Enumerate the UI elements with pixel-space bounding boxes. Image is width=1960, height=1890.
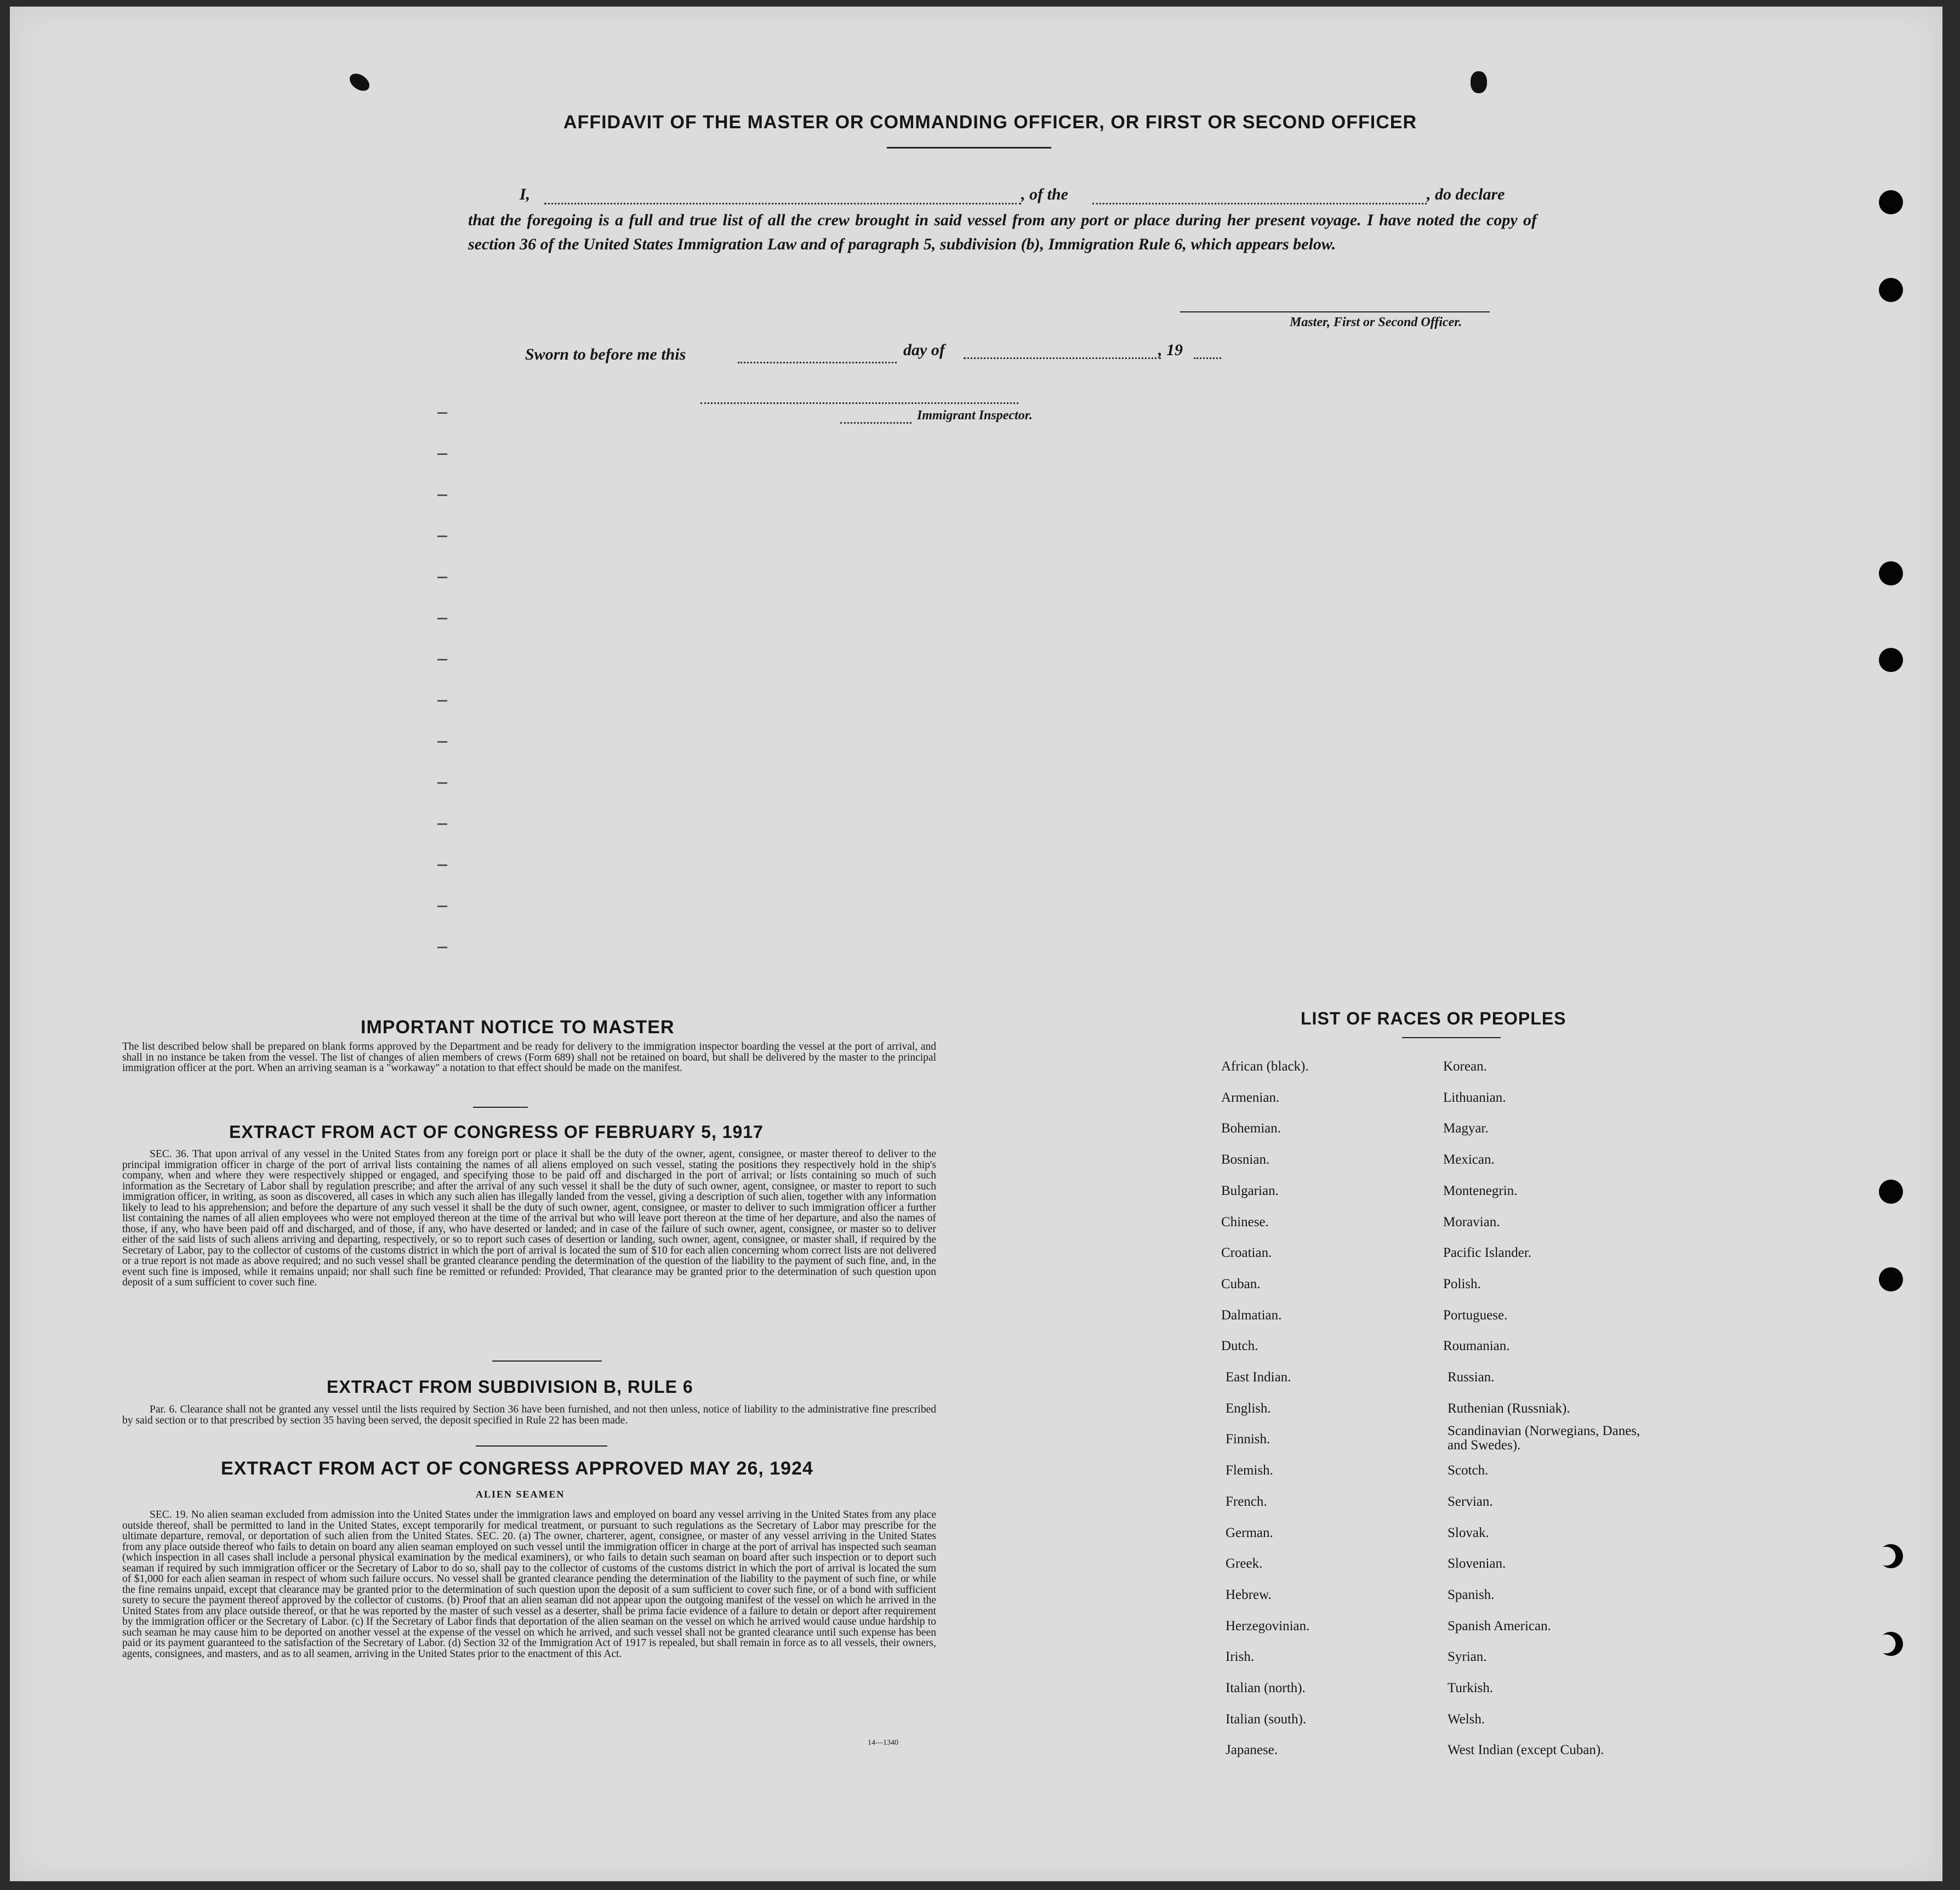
margin-tick <box>437 536 447 537</box>
margin-tick <box>437 947 447 948</box>
race-item: Italian (south). <box>1226 1711 1307 1727</box>
race-item: Montenegrin. <box>1443 1183 1518 1198</box>
margin-tick <box>437 782 447 784</box>
affidavit-heading: AFFIDAVIT OF THE MASTER OR COMMANDING OFFICER, OR FIRST OR SECOND OFFICER <box>563 112 1417 133</box>
race-item: Bosnian. <box>1221 1152 1270 1168</box>
extract-1924-text: SEC. 19. No alien seaman excluded from admission into the United States under the immigration laws and employed on board any vessel arriving in the United States from any place outside thereof, shall be permitted to land in the United States, except temporarily for medical treatment, or pursuant to such regulations as the Secretary of Labor may prescribe for the ultimate departure, removal, or deportation of such alien from the United States. SEC. 20. (a) The owner, charterer, agent, consignee, or master of any vessel arriving in the United States from any place outside thereof who fails to detain on board any alien seaman employed on such vessel until the immigration officer in charge at the port of arrival has inspected such seaman (which inspection in all cases shall include a personal physical examination by the medical examiners), or who fails to detain such seaman on board after such inspection or to deport such seaman if required by such immigration officer or the Secretary of Labor to do so, shall pay to the collector of customs of the customs district in which the port of arrival is located the sum of $1,000 for each alien seaman in respect of whom such failure occurs. No vessel shall be granted clearance pending the determination of the liability to the payment of such fine, or while the fine remains unpaid, except that clearance may be granted prior to the determination of such question upon the deposit of a sum sufficient to cover such fine, or of a bond with sufficient surety to secure the payment thereof approved by the collector of customs. (b) Proof that an alien seaman did not appear upon the outgoing manifest of the vessel on which he arrived in the United States from any place outside thereof, or that he was reported by the master of such vessel as a deserter, shall be prima facie evidence of a failure to detain or deport after requirement by the immigration officer or the Secretary of Labor. (c) If the Secretary of Labor finds that deportation of the alien seaman on the vessel on which he arrived would cause undue hardship to such seaman he may cause him to be deported on another vessel at the expense of the vessel on which he arrived, and such vessel shall not be granted clearance until such expense has been paid or its payment guaranteed to the satisfaction of the Secretary of Labor. (d) Section 32 of the Immigration Act of 1917 is repealed, but shall remain in force as to all vessels, their owners, agents, consignees, and masters, and as to all seamen, arriving in the United States prior to the enactment of this Act. <box>122 1509 936 1660</box>
margin-tick <box>437 741 447 743</box>
margin-tick <box>437 412 447 414</box>
punch-hole <box>1879 1180 1903 1204</box>
margin-tick <box>437 659 447 661</box>
race-item: Moravian. <box>1443 1214 1500 1229</box>
notice-text: The list described below shall be prepared on blank forms approved by the Department and be ready for delivery to the immigration inspector boarding the vessel at the port of arrival, and shall in no instance be taken from the vessel. The list of changes of alien members of crews (Form 689) shall not be retained on board, but shall be delivered by the master to the principal immigration officer at the port. When an arriving seaman is a "workaway" a notation to that effect should be made on the manifest. <box>122 1041 936 1074</box>
margin-tick <box>437 453 447 455</box>
affidavit-i: I, <box>520 185 531 203</box>
races-rule <box>1402 1037 1501 1038</box>
race-item: Hebrew. <box>1226 1587 1272 1602</box>
race-item: Armenian. <box>1221 1090 1280 1105</box>
race-item: Herzegovinian. <box>1226 1618 1310 1633</box>
race-item: Ruthenian (Russniak). <box>1448 1401 1570 1416</box>
margin-tick <box>437 906 447 907</box>
extract-1917-title: EXTRACT FROM ACT OF CONGRESS OF FEBRUARY 5, 1917 <box>229 1122 764 1142</box>
race-item: Welsh. <box>1448 1711 1485 1727</box>
margin-tick <box>437 618 447 619</box>
race-item: West Indian (except Cuban). <box>1448 1743 1604 1758</box>
paper-mark <box>1471 71 1487 93</box>
punch-hole <box>1879 1632 1903 1656</box>
race-item: Turkish. <box>1448 1681 1494 1695</box>
race-item: Italian (north). <box>1226 1681 1306 1695</box>
affidavit-declare: , do declare <box>1427 185 1505 203</box>
race-item: Spanish. <box>1448 1587 1495 1602</box>
sworn-day-blank <box>738 362 897 363</box>
form-number: 14—1340 <box>868 1739 898 1747</box>
margin-tick <box>437 864 447 866</box>
extract-rule6-title: EXTRACT FROM SUBDIVISION B, RULE 6 <box>327 1377 693 1397</box>
race-item: Servian. <box>1448 1494 1493 1509</box>
inspector-blank <box>700 402 1018 404</box>
race-item: Spanish American. <box>1448 1618 1551 1633</box>
race-item: Finnish. <box>1226 1432 1270 1447</box>
race-item: Scandinavian (Norwegians, Danes, and Swedes). <box>1448 1424 1640 1453</box>
race-item: Mexican. <box>1443 1152 1495 1168</box>
race-item: French. <box>1226 1494 1267 1509</box>
race-item: Greek. <box>1226 1556 1263 1572</box>
race-item: Pacific Islander. <box>1443 1245 1532 1261</box>
sworn-year-blank <box>1194 357 1221 359</box>
affidavit-of-the: , of the <box>1021 185 1068 203</box>
race-item: Korean. <box>1443 1059 1487 1074</box>
margin-tick <box>437 700 447 702</box>
margin-tick <box>437 494 447 496</box>
inspector-label: Immigrant Inspector. <box>917 408 1033 423</box>
extract-1917-rule <box>492 1360 602 1362</box>
sworn-prefix: Sworn to before me this <box>525 345 686 363</box>
punch-hole <box>1879 648 1903 672</box>
race-item: Flemish. <box>1226 1463 1273 1478</box>
extract-rule6-text: Par. 6. Clearance shall not be granted any vessel until the lists required by Section 36 have been furnished, and not then unless, notice of liability to the administrative fine prescribed by said section or to that prescribed by section 35 having been served, the deposit specified in Rule 22 has been made. <box>122 1404 936 1426</box>
race-item: Irish. <box>1226 1649 1255 1665</box>
extract-1917-text: SEC. 36. That upon arrival of any vessel in the United States from any foreign port or place it shall be the duty of the owner, agent, consignee, or master thereof to deliver to the principal immigration officer in charge of the port of arrival lists containing the names of all aliens employed on such vessel, stating the positions they respectively hold in the ship's company, when and where they were respectively shipped or engaged, and specifying those to be paid off and discharged in the port of arrival; or lists containing so much of such information as the Secretary of Labor shall by regulation prescribe; and after the arrival of any such vessel it shall be the duty of such owner, agent, consignee, or master to report to such immigration officer, in writing, as soon as discovered, all cases in which any such alien has illegally landed from the vessel, giving a description of such alien, together with any information likely to lead to his apprehension; and before the departure of any such vessel it shall be the duty of such owner, agent, consignee, or master to deliver to such immigration officer a further list containing the names of all alien employees who were not employed thereon at the time of the arrival but who will leave port thereon at the time of her departure, and also the names of those, if any, who have been paid off and discharged, and of those, if any, who have deserted or landed; and in case of the failure of such owner, agent, consignee, or master so to deliver either of the said lists of such aliens arriving and departing, respectively, or so to report such cases of desertion or landing, such owner, agent, consignee, or master shall, if required by the Secretary of Labor, pay to the collector of customs of the customs district in which the port of arrival is located the sum of $10 for each alien concerning whom correct lists are not delivered or a true report is not made as above required; and no such vessel shall be granted clearance pending the determination of the question of the liability to the payment of such fine, and, in the event such fine is imposed, while it remains unpaid; nor shall such fine be remitted or refunded: Provided, That clearance may be granted prior to the determination of such question upon deposit of a sum sufficient to cover such fine. <box>122 1148 936 1288</box>
race-item: Dutch. <box>1221 1339 1258 1354</box>
sworn-day: day of <box>903 341 945 359</box>
race-item: Lithuanian. <box>1443 1090 1506 1105</box>
race-item: Bohemian. <box>1221 1121 1281 1136</box>
punch-hole <box>1879 190 1903 214</box>
race-item: Croatian. <box>1221 1245 1272 1261</box>
race-item: Chinese. <box>1221 1214 1269 1229</box>
race-item: Cuban. <box>1221 1276 1261 1291</box>
inspector-blank-short <box>840 422 911 424</box>
punch-hole <box>1879 561 1903 585</box>
notice-rule <box>473 1107 528 1108</box>
punch-hole <box>1879 278 1903 302</box>
punch-hole <box>1879 1267 1903 1291</box>
sworn-year: , 19 <box>1158 341 1183 359</box>
margin-tick <box>437 577 447 578</box>
heading-rule <box>887 147 1051 149</box>
race-item: Magyar. <box>1443 1121 1489 1136</box>
signature-line <box>1180 311 1490 312</box>
notice-title: IMPORTANT NOTICE TO MASTER <box>361 1017 675 1038</box>
race-item: East Indian. <box>1226 1370 1291 1385</box>
punch-hole <box>1879 1544 1903 1568</box>
race-item: Slovenian. <box>1448 1556 1506 1572</box>
races-title: LIST OF RACES OR PEOPLES <box>1301 1009 1566 1028</box>
margin-tick <box>437 823 447 825</box>
race-item: Bulgarian. <box>1221 1183 1279 1198</box>
race-item: Syrian. <box>1448 1649 1487 1665</box>
race-item: Scotch. <box>1448 1463 1489 1478</box>
name-blank <box>544 203 1021 204</box>
extract-rule6-rule <box>476 1445 607 1447</box>
race-item: African (black). <box>1221 1059 1309 1074</box>
signature-label: Master, First or Second Officer. <box>1290 315 1462 329</box>
affidavit-declaration: that the foregoing is a full and true list of all the crew brought in said vessel from any port or place during her present voyage. I have noted the copy of section 36 of the United States Immigration Law and of paragraph 5, subdivision (b), Immigration Rule 6, which appears below. <box>468 211 1537 253</box>
race-item: Portuguese. <box>1443 1307 1508 1323</box>
race-item: English. <box>1226 1401 1271 1416</box>
document-page <box>10 7 1942 1881</box>
race-item: Roumanian. <box>1443 1339 1510 1354</box>
extract-1924-subtitle: ALIEN SEAMEN <box>476 1489 565 1500</box>
race-item: Polish. <box>1443 1276 1481 1291</box>
paper-mark <box>346 70 373 94</box>
vessel-blank <box>1092 203 1427 204</box>
sworn-month-blank <box>964 357 1161 359</box>
race-item: Japanese. <box>1226 1743 1278 1758</box>
race-item: Russian. <box>1448 1370 1495 1385</box>
race-item: Slovak. <box>1448 1525 1489 1540</box>
extract-1924-title: EXTRACT FROM ACT OF CONGRESS APPROVED MAY 26, 1924 <box>221 1458 813 1479</box>
race-item: Dalmatian. <box>1221 1307 1282 1323</box>
race-item: German. <box>1226 1525 1273 1540</box>
